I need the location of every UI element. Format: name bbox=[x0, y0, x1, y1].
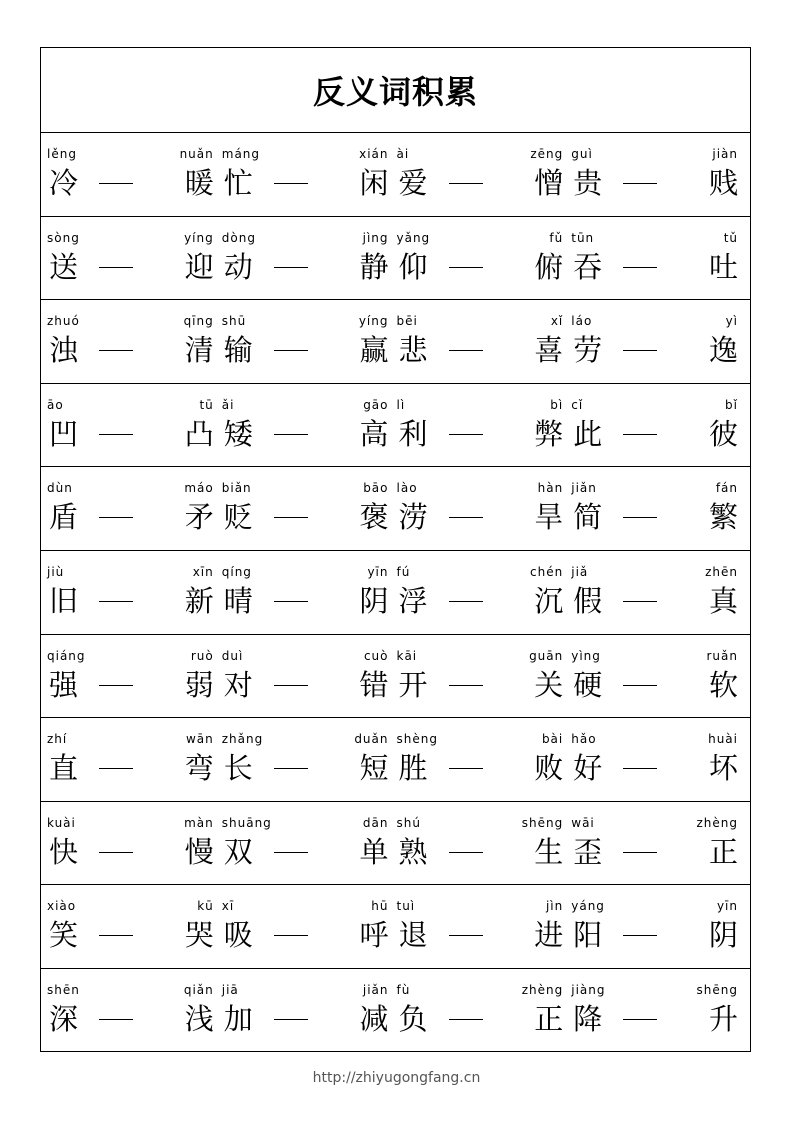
dash-separator bbox=[623, 1019, 657, 1020]
antonym-pair bbox=[397, 300, 572, 383]
hanzi-left: 好 bbox=[573, 751, 603, 786]
pinyin-right: guān bbox=[529, 648, 564, 663]
hanzi-left: 歪 bbox=[573, 834, 603, 869]
hanzi-left: 熟 bbox=[398, 834, 428, 869]
hanzi-right: 暖 bbox=[184, 166, 214, 200]
pinyin-left: zhuó bbox=[47, 314, 80, 329]
pinyin-left: zhí bbox=[47, 732, 68, 747]
pinyin-left: sòng bbox=[47, 230, 80, 245]
pinyin-left: guì bbox=[571, 147, 593, 161]
hanzi-left: 深 bbox=[49, 1001, 79, 1036]
dash-separator bbox=[99, 935, 133, 936]
antonym-pair bbox=[397, 635, 572, 718]
dash-separator bbox=[623, 935, 657, 936]
pinyin-right: huài bbox=[708, 732, 738, 747]
pinyin-left: fù bbox=[396, 982, 411, 997]
pinyin-right: máo bbox=[184, 481, 214, 496]
dash-separator bbox=[623, 517, 657, 518]
dash-separator bbox=[99, 267, 133, 268]
antonym-pair bbox=[47, 384, 222, 467]
pinyin-left: qiáng bbox=[47, 648, 86, 663]
antonym-pair bbox=[222, 467, 397, 550]
pinyin-left: ǎi bbox=[221, 397, 235, 412]
pinyin-right: zhèng bbox=[521, 982, 564, 997]
pinyin-right: cuò bbox=[363, 648, 389, 663]
pinyin-left: yǎng bbox=[396, 230, 431, 245]
antonym-pair bbox=[571, 802, 746, 885]
hanzi-left: 阳 bbox=[573, 918, 603, 953]
pinyin-left: biǎn bbox=[221, 481, 252, 496]
word-pairs-grid bbox=[41, 133, 750, 1053]
antonym-pair bbox=[222, 635, 397, 718]
hanzi-left: 吸 bbox=[223, 918, 253, 953]
pinyin-left: bēi bbox=[396, 314, 418, 329]
antonym-pair bbox=[397, 133, 572, 216]
dash-separator bbox=[449, 183, 483, 184]
pinyin-right: yīn bbox=[716, 899, 738, 914]
hanzi-left: 贵 bbox=[573, 166, 603, 200]
dash-separator bbox=[99, 768, 133, 769]
hanzi-right: 关 bbox=[534, 667, 564, 702]
hanzi-left: 假 bbox=[573, 583, 603, 618]
dash-separator bbox=[623, 434, 657, 435]
dash-separator bbox=[274, 685, 308, 686]
pinyin-right: xián bbox=[359, 147, 389, 161]
pinyin-left: yáng bbox=[571, 899, 605, 914]
antonym-pair bbox=[571, 384, 746, 467]
pinyin-right: yíng bbox=[358, 314, 389, 329]
dash-separator bbox=[274, 1019, 308, 1020]
pinyin-left: kuài bbox=[47, 815, 76, 830]
pinyin-left: duì bbox=[221, 648, 244, 663]
hanzi-right: 慢 bbox=[184, 834, 214, 869]
pinyin-left: dùn bbox=[47, 481, 73, 496]
pinyin-right: jiǎn bbox=[362, 982, 389, 997]
antonym-pair bbox=[571, 467, 746, 550]
antonym-pair bbox=[47, 635, 222, 718]
hanzi-left: 降 bbox=[573, 1001, 603, 1036]
pinyin-right: tū bbox=[199, 397, 214, 412]
dash-separator bbox=[449, 1019, 483, 1020]
pinyin-right: jìng bbox=[362, 230, 389, 245]
dash-separator bbox=[99, 852, 133, 853]
antonym-pair bbox=[47, 718, 222, 801]
dash-separator bbox=[623, 685, 657, 686]
hanzi-left: 负 bbox=[398, 1001, 428, 1036]
title-row bbox=[41, 48, 750, 133]
antonym-pair bbox=[47, 802, 222, 885]
dash-separator bbox=[274, 768, 308, 769]
hanzi-right: 升 bbox=[708, 1001, 738, 1036]
dash-separator bbox=[449, 852, 483, 853]
pinyin-left: zhǎng bbox=[221, 732, 264, 747]
pinyin-right: shēng bbox=[521, 815, 564, 830]
pinyin-left: shuāng bbox=[221, 815, 272, 830]
dash-separator bbox=[274, 935, 308, 936]
hanzi-left: 贬 bbox=[223, 500, 253, 535]
pinyin-left: jiā bbox=[221, 982, 239, 997]
pinyin-left: tūn bbox=[571, 230, 595, 245]
pinyin-left: kāi bbox=[396, 648, 418, 663]
hanzi-left: 吞 bbox=[573, 249, 603, 284]
hanzi-left: 浮 bbox=[398, 583, 428, 618]
dash-separator bbox=[99, 183, 133, 184]
hanzi-right: 赢 bbox=[359, 333, 389, 368]
hanzi-left: 此 bbox=[573, 416, 603, 451]
hanzi-left: 晴 bbox=[223, 583, 253, 618]
hanzi-right: 坏 bbox=[708, 751, 738, 786]
hanzi-left: 长 bbox=[223, 751, 253, 786]
hanzi-right: 高 bbox=[359, 416, 389, 451]
pinyin-left: jiàng bbox=[571, 982, 606, 997]
page-title: 反义词积累 bbox=[312, 73, 478, 111]
hanzi-left: 对 bbox=[223, 667, 253, 702]
pinyin-left: fú bbox=[396, 564, 411, 579]
pinyin-left: lěng bbox=[47, 147, 77, 161]
pinyin-right: bài bbox=[541, 732, 564, 747]
word-pair-row bbox=[41, 467, 750, 551]
dash-separator bbox=[274, 517, 308, 518]
antonym-pair bbox=[397, 217, 572, 300]
hanzi-left: 送 bbox=[49, 249, 79, 284]
dash-separator bbox=[623, 601, 657, 602]
antonym-pair bbox=[397, 969, 572, 1053]
antonym-pair bbox=[222, 802, 397, 885]
pinyin-right: tǔ bbox=[723, 230, 738, 245]
hanzi-right: 闲 bbox=[359, 166, 389, 200]
hanzi-right: 矛 bbox=[184, 500, 214, 535]
footer-url: http://zhiyugongfang.cn bbox=[312, 1070, 481, 1086]
hanzi-right: 真 bbox=[708, 583, 738, 618]
antonym-pair bbox=[571, 300, 746, 383]
dash-separator bbox=[274, 350, 308, 351]
pinyin-left: yìng bbox=[571, 648, 601, 663]
hanzi-left: 胜 bbox=[398, 751, 428, 786]
dash-separator bbox=[274, 601, 308, 602]
hanzi-right: 静 bbox=[359, 249, 389, 284]
antonym-pair bbox=[571, 885, 746, 968]
dash-separator bbox=[449, 935, 483, 936]
hanzi-right: 彼 bbox=[708, 416, 738, 451]
dash-separator bbox=[623, 768, 657, 769]
dash-separator bbox=[274, 852, 308, 853]
antonym-pair bbox=[47, 217, 222, 300]
pinyin-right: qiǎn bbox=[183, 982, 214, 997]
pinyin-left: láo bbox=[571, 314, 593, 329]
antonym-pair bbox=[397, 551, 572, 634]
antonym-pair bbox=[47, 467, 222, 550]
hanzi-right: 呼 bbox=[359, 918, 389, 953]
hanzi-left: 硬 bbox=[573, 667, 603, 702]
dash-separator bbox=[449, 267, 483, 268]
word-pair-row bbox=[41, 635, 750, 719]
pinyin-right: bāo bbox=[363, 481, 389, 496]
pinyin-right: màn bbox=[184, 815, 214, 830]
hanzi-right: 喜 bbox=[534, 333, 564, 368]
hanzi-right: 阴 bbox=[359, 583, 389, 618]
dash-separator bbox=[99, 434, 133, 435]
pinyin-right: nuǎn bbox=[179, 147, 214, 161]
dash-separator bbox=[449, 768, 483, 769]
hanzi-right: 单 bbox=[359, 834, 389, 869]
hanzi-left: 加 bbox=[223, 1001, 253, 1036]
hanzi-left: 笑 bbox=[49, 918, 79, 953]
pinyin-left: lào bbox=[396, 481, 418, 496]
antonym-pair bbox=[397, 467, 572, 550]
hanzi-left: 退 bbox=[398, 918, 428, 953]
antonym-pair bbox=[222, 300, 397, 383]
word-pair-row bbox=[41, 551, 750, 635]
pinyin-right: ruǎn bbox=[706, 648, 738, 663]
hanzi-right: 弯 bbox=[184, 751, 214, 786]
pinyin-left: wāi bbox=[571, 815, 595, 830]
hanzi-right: 清 bbox=[184, 333, 214, 368]
hanzi-right: 旱 bbox=[534, 500, 564, 535]
worksheet-table bbox=[40, 47, 751, 1052]
word-pair-row bbox=[41, 718, 750, 802]
pinyin-left: xī bbox=[221, 899, 235, 914]
hanzi-right: 沉 bbox=[534, 583, 564, 618]
pinyin-right: xīn bbox=[192, 564, 214, 579]
hanzi-right: 新 bbox=[184, 583, 214, 618]
antonym-pair bbox=[47, 300, 222, 383]
dash-separator bbox=[449, 601, 483, 602]
hanzi-right: 短 bbox=[359, 751, 389, 786]
hanzi-right: 贱 bbox=[708, 166, 738, 200]
dash-separator bbox=[623, 852, 657, 853]
hanzi-right: 错 bbox=[359, 667, 389, 702]
dash-separator bbox=[449, 517, 483, 518]
dash-separator bbox=[449, 685, 483, 686]
pinyin-right: zēng bbox=[530, 147, 564, 161]
dash-separator bbox=[99, 685, 133, 686]
word-pair-row bbox=[41, 384, 750, 468]
hanzi-right: 减 bbox=[359, 1001, 389, 1036]
antonym-pair bbox=[222, 718, 397, 801]
hanzi-left: 利 bbox=[398, 416, 428, 451]
hanzi-right: 俯 bbox=[534, 249, 564, 284]
pinyin-left: qíng bbox=[221, 564, 252, 579]
dash-separator bbox=[274, 267, 308, 268]
pinyin-left: ài bbox=[396, 147, 410, 161]
pinyin-right: qīng bbox=[183, 314, 214, 329]
pinyin-left: hǎo bbox=[571, 732, 597, 747]
hanzi-left: 爱 bbox=[398, 166, 428, 200]
pinyin-left: shū bbox=[221, 314, 247, 329]
hanzi-right: 软 bbox=[708, 667, 738, 702]
pinyin-left: cǐ bbox=[571, 397, 584, 412]
pinyin-right: fǔ bbox=[549, 230, 564, 245]
hanzi-left: 输 bbox=[223, 333, 253, 368]
hanzi-right: 弱 bbox=[184, 667, 214, 702]
pinyin-right: dān bbox=[362, 815, 389, 830]
antonym-pair bbox=[397, 802, 572, 885]
pinyin-left: máng bbox=[221, 147, 261, 161]
word-pair-row bbox=[41, 969, 750, 1053]
hanzi-left: 悲 bbox=[398, 333, 428, 368]
pinyin-right: zhèng bbox=[696, 815, 738, 830]
antonym-pair bbox=[571, 969, 746, 1053]
antonym-pair bbox=[571, 217, 746, 300]
dash-separator bbox=[274, 183, 308, 184]
hanzi-left: 仰 bbox=[398, 249, 428, 284]
pinyin-left: lì bbox=[396, 397, 406, 412]
pinyin-right: kū bbox=[197, 899, 214, 914]
dash-separator bbox=[99, 350, 133, 351]
antonym-pair bbox=[397, 718, 572, 801]
hanzi-right: 败 bbox=[534, 751, 564, 786]
pinyin-right: bǐ bbox=[725, 397, 738, 412]
pinyin-left: jiǎn bbox=[571, 481, 597, 496]
antonym-pair bbox=[571, 718, 746, 801]
dash-separator bbox=[623, 267, 657, 268]
antonym-pair bbox=[47, 551, 222, 634]
antonym-pair bbox=[222, 217, 397, 300]
antonym-pair bbox=[571, 635, 746, 718]
pinyin-right: wān bbox=[185, 732, 214, 747]
antonym-pair bbox=[222, 133, 397, 216]
hanzi-left: 开 bbox=[398, 667, 428, 702]
pinyin-right: yì bbox=[725, 314, 738, 329]
pinyin-right: jiàn bbox=[712, 147, 738, 161]
pinyin-right: yīn bbox=[367, 564, 389, 579]
hanzi-right: 憎 bbox=[534, 166, 564, 200]
word-pair-row bbox=[41, 133, 750, 217]
pinyin-right: gāo bbox=[363, 397, 389, 412]
pinyin-left: āo bbox=[47, 397, 64, 412]
hanzi-right: 哭 bbox=[184, 918, 214, 953]
pinyin-right: duǎn bbox=[354, 732, 389, 747]
pinyin-right: ruò bbox=[190, 648, 214, 663]
dash-separator bbox=[274, 434, 308, 435]
antonym-pair bbox=[222, 885, 397, 968]
dash-separator bbox=[623, 183, 657, 184]
antonym-pair bbox=[571, 133, 746, 216]
hanzi-left: 简 bbox=[573, 500, 603, 535]
pinyin-right: bì bbox=[550, 397, 564, 412]
pinyin-left: xiào bbox=[47, 899, 77, 914]
hanzi-left: 快 bbox=[49, 834, 79, 869]
hanzi-right: 浅 bbox=[184, 1001, 214, 1036]
antonym-pair bbox=[47, 969, 222, 1053]
antonym-pair bbox=[47, 885, 222, 968]
hanzi-right: 逸 bbox=[708, 333, 738, 368]
dash-separator bbox=[99, 1019, 133, 1020]
dash-separator bbox=[449, 434, 483, 435]
hanzi-right: 正 bbox=[708, 834, 738, 869]
pinyin-right: fán bbox=[715, 481, 738, 496]
antonym-pair bbox=[397, 384, 572, 467]
antonym-pair bbox=[222, 551, 397, 634]
hanzi-right: 阴 bbox=[708, 918, 738, 953]
antonym-pair bbox=[47, 133, 222, 216]
hanzi-right: 吐 bbox=[708, 249, 738, 284]
hanzi-left: 冷 bbox=[49, 166, 79, 200]
hanzi-left: 涝 bbox=[398, 500, 428, 535]
hanzi-right: 褒 bbox=[359, 500, 389, 535]
pinyin-left: shèng bbox=[396, 732, 438, 747]
hanzi-left: 浊 bbox=[49, 333, 79, 368]
hanzi-right: 迎 bbox=[184, 249, 214, 284]
dash-separator bbox=[449, 350, 483, 351]
hanzi-left: 动 bbox=[223, 249, 253, 284]
hanzi-right: 正 bbox=[534, 1001, 564, 1036]
pinyin-right: hàn bbox=[537, 481, 564, 496]
hanzi-right: 进 bbox=[534, 918, 564, 953]
hanzi-left: 双 bbox=[223, 834, 253, 869]
pinyin-left: dòng bbox=[221, 230, 256, 245]
hanzi-right: 生 bbox=[534, 834, 564, 869]
pinyin-right: hū bbox=[371, 899, 389, 914]
word-pair-row bbox=[41, 885, 750, 969]
antonym-pair bbox=[571, 551, 746, 634]
pinyin-right: xǐ bbox=[550, 314, 564, 329]
word-pair-row bbox=[41, 300, 750, 384]
hanzi-left: 盾 bbox=[49, 500, 79, 535]
dash-separator bbox=[99, 517, 133, 518]
dash-separator bbox=[99, 601, 133, 602]
pinyin-left: jiù bbox=[47, 564, 65, 579]
pinyin-left: shú bbox=[396, 815, 421, 830]
word-pair-row bbox=[41, 217, 750, 301]
pinyin-right: shēng bbox=[696, 982, 738, 997]
pinyin-right: yíng bbox=[184, 230, 214, 245]
pinyin-right: zhēn bbox=[705, 564, 738, 579]
antonym-pair bbox=[397, 885, 572, 968]
hanzi-left: 凹 bbox=[49, 416, 79, 451]
hanzi-left: 矮 bbox=[223, 416, 253, 451]
hanzi-left: 旧 bbox=[49, 583, 79, 618]
hanzi-left: 忙 bbox=[223, 166, 253, 200]
antonym-pair bbox=[222, 969, 397, 1053]
pinyin-right: jìn bbox=[545, 899, 564, 914]
hanzi-left: 劳 bbox=[573, 333, 603, 368]
word-pair-row bbox=[41, 802, 750, 886]
hanzi-right: 弊 bbox=[534, 416, 564, 451]
hanzi-right: 繁 bbox=[708, 500, 738, 535]
hanzi-right: 凸 bbox=[184, 416, 214, 451]
hanzi-left: 强 bbox=[49, 667, 79, 702]
pinyin-left: shēn bbox=[47, 982, 80, 997]
antonym-pair bbox=[222, 384, 397, 467]
pinyin-right: chén bbox=[530, 564, 564, 579]
pinyin-left: jiǎ bbox=[571, 564, 589, 579]
pinyin-left: tuì bbox=[396, 899, 416, 914]
hanzi-left: 直 bbox=[49, 751, 79, 786]
dash-separator bbox=[623, 350, 657, 351]
